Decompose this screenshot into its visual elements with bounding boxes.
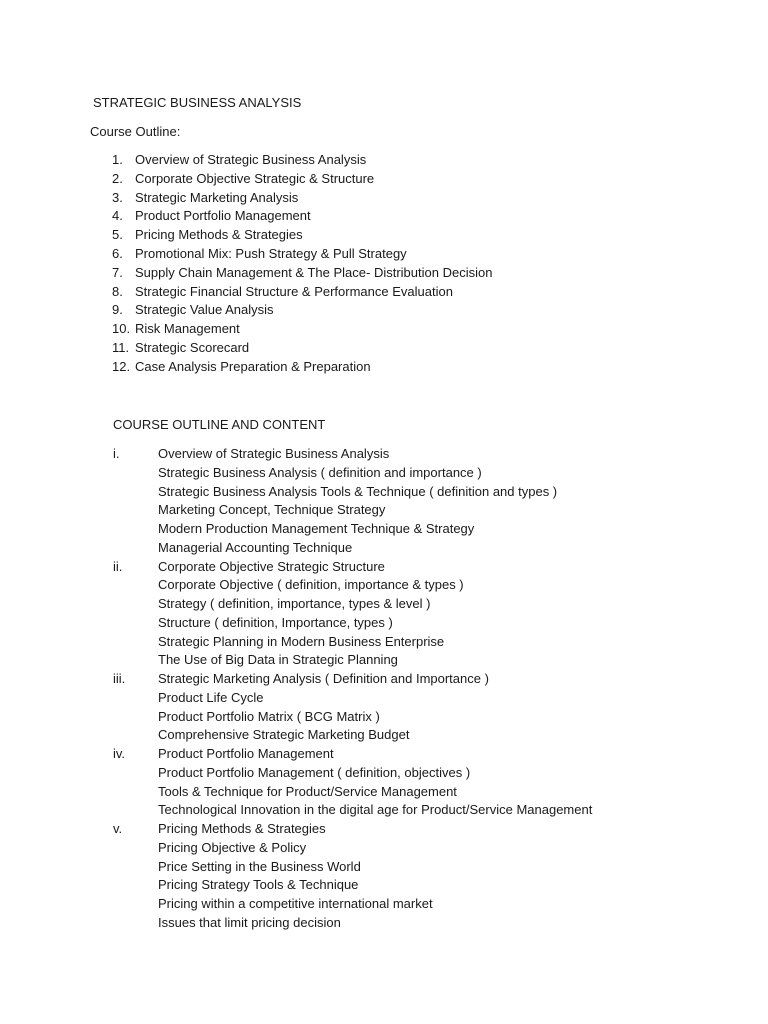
outline-item-text: Overview of Strategic Business Analysis [135,152,367,167]
content-text: Tools & Technique for Product/Service Management [158,783,457,799]
content-row [0,670,768,689]
outline-item-text: Supply Chain Management & The Place- Distribution Decision [135,264,493,280]
content-row [0,576,768,595]
outline-item-number: 5. [112,227,123,243]
content-row [0,520,768,539]
content-row [0,539,768,558]
outline-item-number: 3. [112,189,123,205]
content-text: Product Portfolio Management [158,746,334,761]
content-row [0,895,768,914]
outline-item-text: Strategic Financial Structure & Performance Evaluation [135,283,453,299]
content-text: Managerial Accounting Technique [158,539,353,555]
outline-item-text: Strategic Value Analysis [135,302,274,318]
outline-item-text: Corporate Objective Strategic & Structure [135,170,375,186]
content-text: Marketing Concept, Technique Strategy [158,502,386,518]
content-text: Strategic Planning in Modern Business Enterprise [158,633,445,649]
outline-item-text: Pricing Methods & Strategies [135,227,303,243]
content-text: Comprehensive Strategic Marketing Budget [158,727,410,743]
content-roman-numeral: v. [113,821,123,836]
content-row [0,464,768,483]
content-row [0,876,768,895]
content-row [0,614,768,633]
content-text: Pricing Methods & Strategies [158,821,326,836]
content-text: Pricing Objective & Policy [158,839,307,855]
content-text: Corporate Objective ( definition, importance & types ) [158,577,464,593]
content-text: Modern Production Management Technique & Strategy [158,521,475,536]
course-content-list [0,445,768,933]
content-text: Strategic Business Analysis Tools & Technique ( definition and types ) [158,483,558,499]
content-row [0,820,768,839]
content-roman-numeral: iii. [113,671,126,686]
content-row [0,801,768,820]
content-text: Pricing Strategy Tools & Technique [158,877,359,893]
content-text: Issues that limit pricing decision [158,914,341,930]
content-row [0,483,768,502]
content-row [0,501,768,520]
content-row [0,839,768,858]
content-text: Structure ( definition, Importance, types ) [158,614,393,630]
content-row [0,764,768,783]
outline-item-text: Product Portfolio Management [135,208,311,224]
content-roman-numeral: ii. [113,558,123,574]
outline-item-number: 11. [112,339,130,355]
content-row [0,783,768,802]
document-title: STRATEGIC BUSINESS ANALYSIS [93,95,302,110]
content-row [0,858,768,877]
content-row [0,633,768,652]
outline-item-number: 12. [112,358,131,374]
outline-item-number: 2. [112,170,123,186]
course-outline-label: Course Outline: [90,124,181,139]
content-row [0,558,768,577]
content-text: Price Setting in the Business World [158,858,361,874]
content-text: Corporate Objective Strategic Structure [158,558,385,574]
content-text: Product Portfolio Matrix ( BCG Matrix ) [158,708,380,724]
content-text: Product Portfolio Management ( definition, objectives ) [158,764,471,780]
content-row [0,595,768,614]
outline-item-text: Risk Management [135,321,240,337]
outline-item-number: 7. [112,264,123,280]
content-text: Strategic Business Analysis ( definition and importance ) [158,464,482,480]
outline-item-text: Strategic Marketing Analysis [135,189,299,205]
outline-item-number: 1. [112,152,123,167]
outline-item-text: Strategic Scorecard [135,339,250,355]
outline-item-number: 4. [112,208,123,224]
content-text: Product Life Cycle [158,689,264,705]
outline-item-number: 10. [112,321,131,337]
content-heading: COURSE OUTLINE AND CONTENT [113,417,326,432]
content-row [0,689,768,708]
outline-item-number: 8. [112,283,123,299]
outline-item-text: Case Analysis Preparation & Preparation [135,358,371,374]
content-text: The Use of Big Data in Strategic Planning [158,652,398,668]
content-roman-numeral: iv. [113,746,126,761]
content-text: Pricing within a competitive international market [158,896,433,911]
content-text: Strategic Marketing Analysis ( Definition and Importance ) [158,671,489,686]
content-row [0,745,768,764]
content-row [0,726,768,745]
content-roman-numeral: i. [113,446,120,461]
outline-item-number: 9. [112,302,123,318]
content-row [0,651,768,670]
outline-item-text: Promotional Mix: Push Strategy & Pull Strategy [135,245,407,261]
content-row [0,708,768,727]
content-text: Technological Innovation in the digital age for Product/Service Management [158,802,593,818]
content-row [0,445,768,464]
outline-item-number: 6. [112,245,123,261]
content-text: Overview of Strategic Business Analysis [158,446,390,461]
content-text: Strategy ( definition, importance, types & level ) [158,596,431,611]
content-row [0,914,768,933]
